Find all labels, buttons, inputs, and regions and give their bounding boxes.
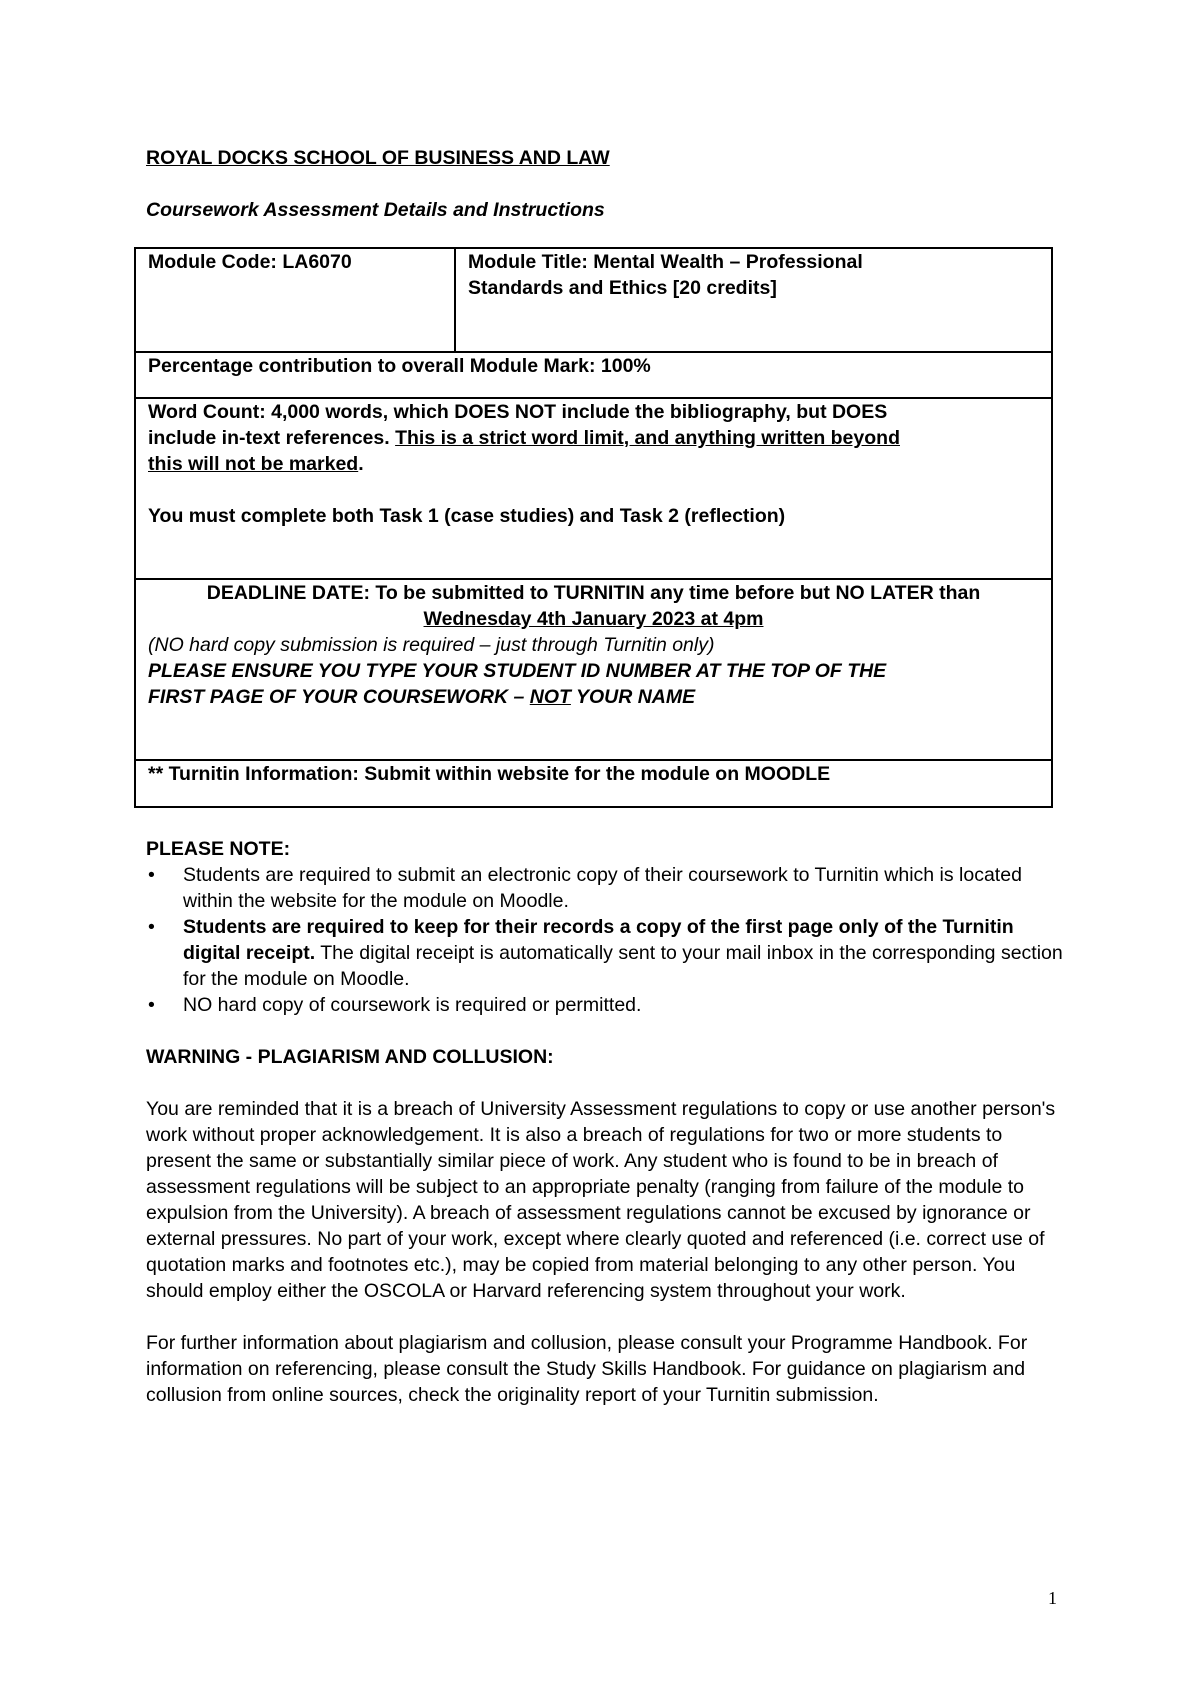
word-count-line1: Word Count: 4,000 words, which DOES NOT include the bibliography, but DOES [148,401,888,423]
bullet-icon: • [148,916,155,938]
warning-heading: WARNING - PLAGIARISM AND COLLUSION: [146,1046,554,1068]
list-item [146,862,1066,914]
note-text-1: Students are required to submit an electronic copy of their coursework to Turnitin which is located within the website for the module on Moodle. [183,864,1022,912]
strict-limit-text: This is a strict word limit, and anything written beyond [395,427,900,449]
no-hard-copy-note: (NO hard copy submission is required – just through Turnitin only) [148,634,715,656]
turnitin-row [135,760,1052,807]
note-text-3: NO hard copy of coursework is required or permitted. [183,994,642,1016]
module-code: Module Code: LA6070 [148,251,352,273]
deadline-date: Wednesday 4th January 2023 at 4pm [423,608,764,630]
deadline-line1: DEADLINE DATE: To be submitted to TURNITIN any time before but NO LATER than [206,582,981,604]
please-note-section [146,836,1066,1408]
list-item [146,914,1066,992]
please-note-heading: PLEASE NOTE: [146,838,291,860]
bullet-icon: • [148,994,155,1016]
bullet-icon: • [148,864,155,886]
word-count-line2 [148,425,1039,451]
module-title-line2: Standards and Ethics [20 credits] [468,277,777,299]
not-marked-text: this will not be marked [148,453,359,475]
warning-paragraph-1: You are reminded that it is a breach of University Assessment regulations to copy or use another person's work without proper acknowledgement. It is also a breach of regulations for two or more students to present the same or substantially similar piece of work. Any student who is found to be in breach of assessment regulations will be subject to an appropriate penalty (ranging from failure of the module to expulsion from the University). A breach of assessment regulations cannot be excused by ignorance or external pressures. No part of your work, except where clearly quoted and referenced (i.e. correct use of quotation marks and footnotes etc.), may be copied from material belonging to any other person. You should employ either the OSCOLA or Harvard referencing system throughout your work. [146,1098,1056,1302]
percentage-contribution: Percentage contribution to overall Module Mark: 100% [148,355,651,377]
tasks-instruction: You must complete both Task 1 (case studies) and Task 2 (reflection) [148,505,786,527]
turnitin-information: ** Turnitin Information: Submit within website for the module on MOODLE [148,763,831,785]
note-text-2-rest: The digital receipt is automatically sent to your mail inbox in the corresponding section for the module on Moodle. [183,942,1063,990]
word-count-line3 [148,451,1039,477]
note-text-2-bold: Students are required to keep for their records a copy of the first page only of the Turnitin digital receipt. [183,916,1014,964]
warning-paragraph-2: For further information about plagiarism and collusion, please consult your Programme Handbook. For information on referencing, please consult the Study Skills Handbook. For guidance on plagiarism and collusion from online sources, check the originality report of your Turnitin submission. [146,1332,1028,1406]
percentage-cell [135,352,1052,398]
module-title-cell [455,248,1052,352]
deadline-row [135,579,1052,760]
school-title: ROYAL DOCKS SCHOOL OF BUSINESS AND LAW [146,147,610,169]
deadline-cell [135,579,1052,760]
turnitin-cell [135,760,1052,807]
word-count-row [135,398,1052,579]
word-count-cell [135,398,1052,579]
module-title-line1: Module Title: Mental Wealth – Professional [468,251,863,273]
module-row [135,248,1052,352]
ensure-not: NOT [529,686,571,708]
ensure-line2 [148,684,1039,710]
word-count-text: include in-text references. [148,427,396,449]
document-subtitle: Coursework Assessment Details and Instructions [146,199,605,221]
notes-list [146,862,1066,1018]
assessment-details-table [134,247,1053,808]
word-count-period: . [358,453,364,475]
ensure-line1: PLEASE ENSURE YOU TYPE YOUR STUDENT ID NUMBER AT THE TOP OF THE [148,660,887,682]
percentage-row [135,352,1052,398]
list-item [146,992,1066,1018]
ensure-text-a: FIRST PAGE OF YOUR COURSEWORK – [148,686,530,708]
page-number: 1 [1048,1588,1057,1608]
ensure-text-c: YOUR NAME [570,686,696,708]
module-code-cell [135,248,455,352]
